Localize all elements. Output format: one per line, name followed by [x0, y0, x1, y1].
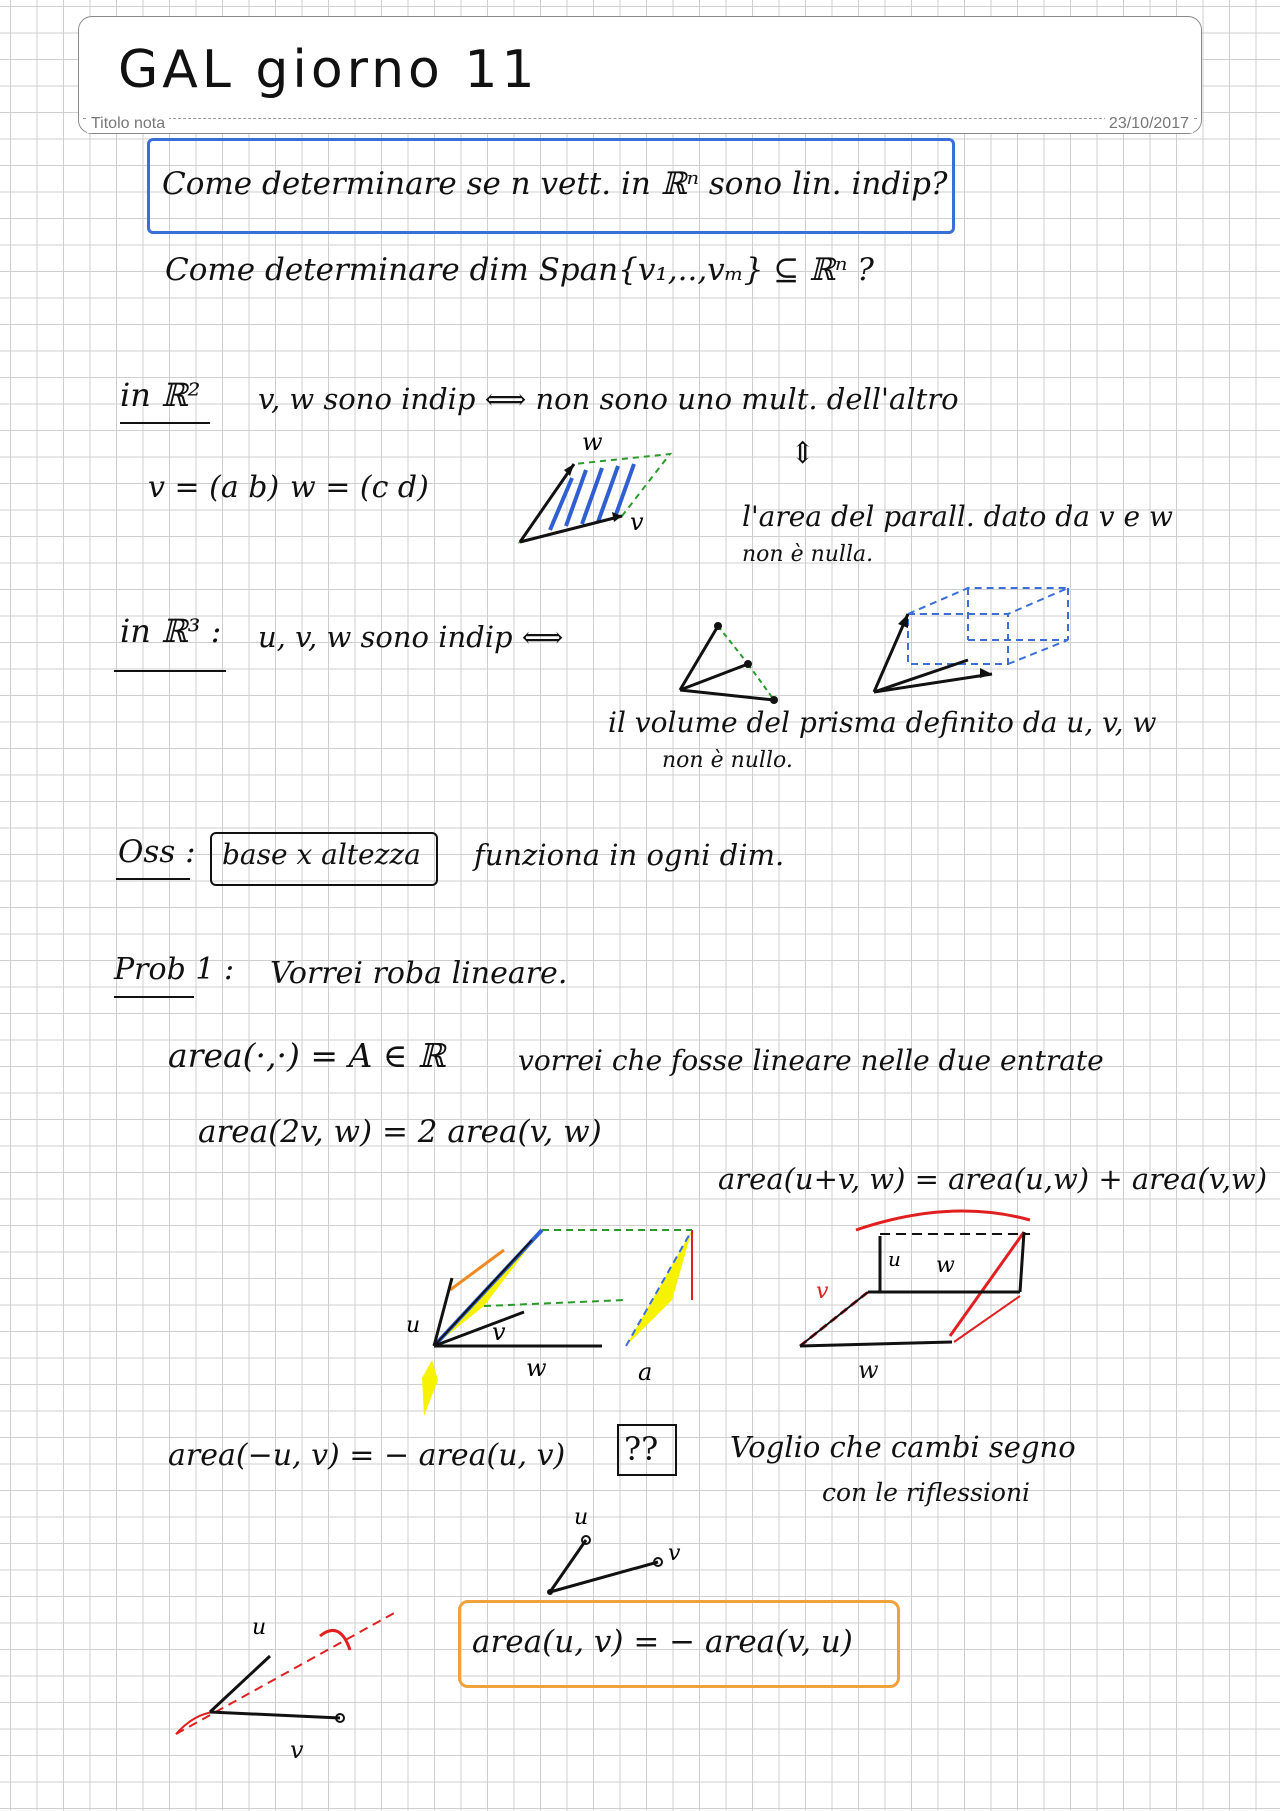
sketch-label-u-2: u: [888, 1247, 901, 1271]
r2-label: in ℝ²: [120, 376, 201, 414]
w-definition: w = (c d): [290, 470, 429, 505]
r2-underline: [120, 422, 210, 424]
v-definition: v = (a b): [148, 470, 280, 505]
page-title: GAL giorno 11: [118, 40, 539, 100]
r3-label: in ℝ³ :: [120, 612, 222, 650]
question-marks: ??: [624, 1430, 659, 1468]
r3-underline: [114, 670, 226, 672]
sketch-label-w-1: w: [526, 1354, 547, 1382]
oss-underline: [116, 878, 190, 880]
sketch-label-v-2: v: [816, 1279, 829, 1304]
note-title-label: Titolo nota: [87, 115, 169, 133]
sketch-label-v-1: v: [492, 1318, 506, 1346]
area-definition-text: vorrei che fosse lineare nelle due entrate: [518, 1044, 1104, 1077]
sketch-label-w-2: w: [936, 1253, 955, 1278]
sketch-label-w: w: [582, 428, 603, 456]
question-1: Come determinare se n vett. in ℝⁿ sono lin. indip?: [162, 166, 948, 202]
r3-conclusion-2: non è nullo.: [662, 748, 793, 773]
uv-small-sketch: [530, 1500, 700, 1610]
question-2: Come determinare dim Span{v₁,..,vₘ} ⊆ ℝⁿ ?: [165, 252, 874, 288]
prob-statement: Vorrei roba lineare.: [270, 956, 568, 991]
iff-down-arrow: ⇕: [790, 436, 816, 471]
r2-parallelogram-sketch: [510, 430, 680, 550]
r3-triangle-sketch: [670, 610, 790, 710]
prob-underline: [114, 996, 194, 998]
r3-statement: u, v, w sono indip ⟺: [258, 620, 564, 654]
area-definition: area(·,·) = A ∈ ℝ: [168, 1036, 446, 1075]
header-divider: [83, 118, 1197, 119]
additivity-property: area(u+v, w) = area(u,w) + area(v,w): [718, 1162, 1268, 1196]
scaling-parallelogram-sketch: [400, 1220, 720, 1430]
r3-conclusion-1: il volume del prisma definito da u, v, w: [608, 706, 1157, 739]
sketch-label-a: a: [638, 1358, 653, 1386]
r3-prism-sketch: [868, 580, 1078, 700]
additivity-parallelogram-sketch: [790, 1206, 1050, 1356]
oss-label: Oss :: [118, 834, 196, 870]
r2-conclusion-2: non è nulla.: [742, 542, 874, 567]
want-line-1: Voglio che cambi segno: [730, 1430, 1076, 1464]
scaling-property: area(2v, w) = 2 area(v, w): [198, 1114, 602, 1150]
negation-property: area(−u, v) = − area(u, v): [168, 1438, 566, 1473]
sketch-label-v: v: [630, 508, 644, 536]
r2-conclusion-1: l'area del parall. dato da v e w: [742, 500, 1173, 533]
sketch-label-v-3: v: [668, 1541, 681, 1566]
antisymmetry-property: area(u, v) = − area(v, u): [472, 1624, 853, 1660]
sketch-label-u-3: u: [574, 1505, 589, 1530]
want-line-2: con le riflessioni: [822, 1478, 1031, 1507]
oss-statement: funziona in ogni dim.: [474, 838, 785, 872]
sketch-label-u-4: u: [252, 1615, 267, 1640]
reflection-v-label: v: [290, 1736, 304, 1764]
note-date: 23/10/2017: [1105, 115, 1193, 133]
sketch-label-u-1: u: [406, 1313, 421, 1338]
reflection-sketch: [170, 1600, 420, 1740]
additivity-w-label: w: [858, 1356, 879, 1384]
oss-box-text: base x altezza: [222, 838, 421, 871]
r2-statement: v, w sono indip ⟺ non sono uno mult. dell'altro: [258, 382, 959, 416]
prob-label: Prob 1 :: [114, 952, 235, 987]
